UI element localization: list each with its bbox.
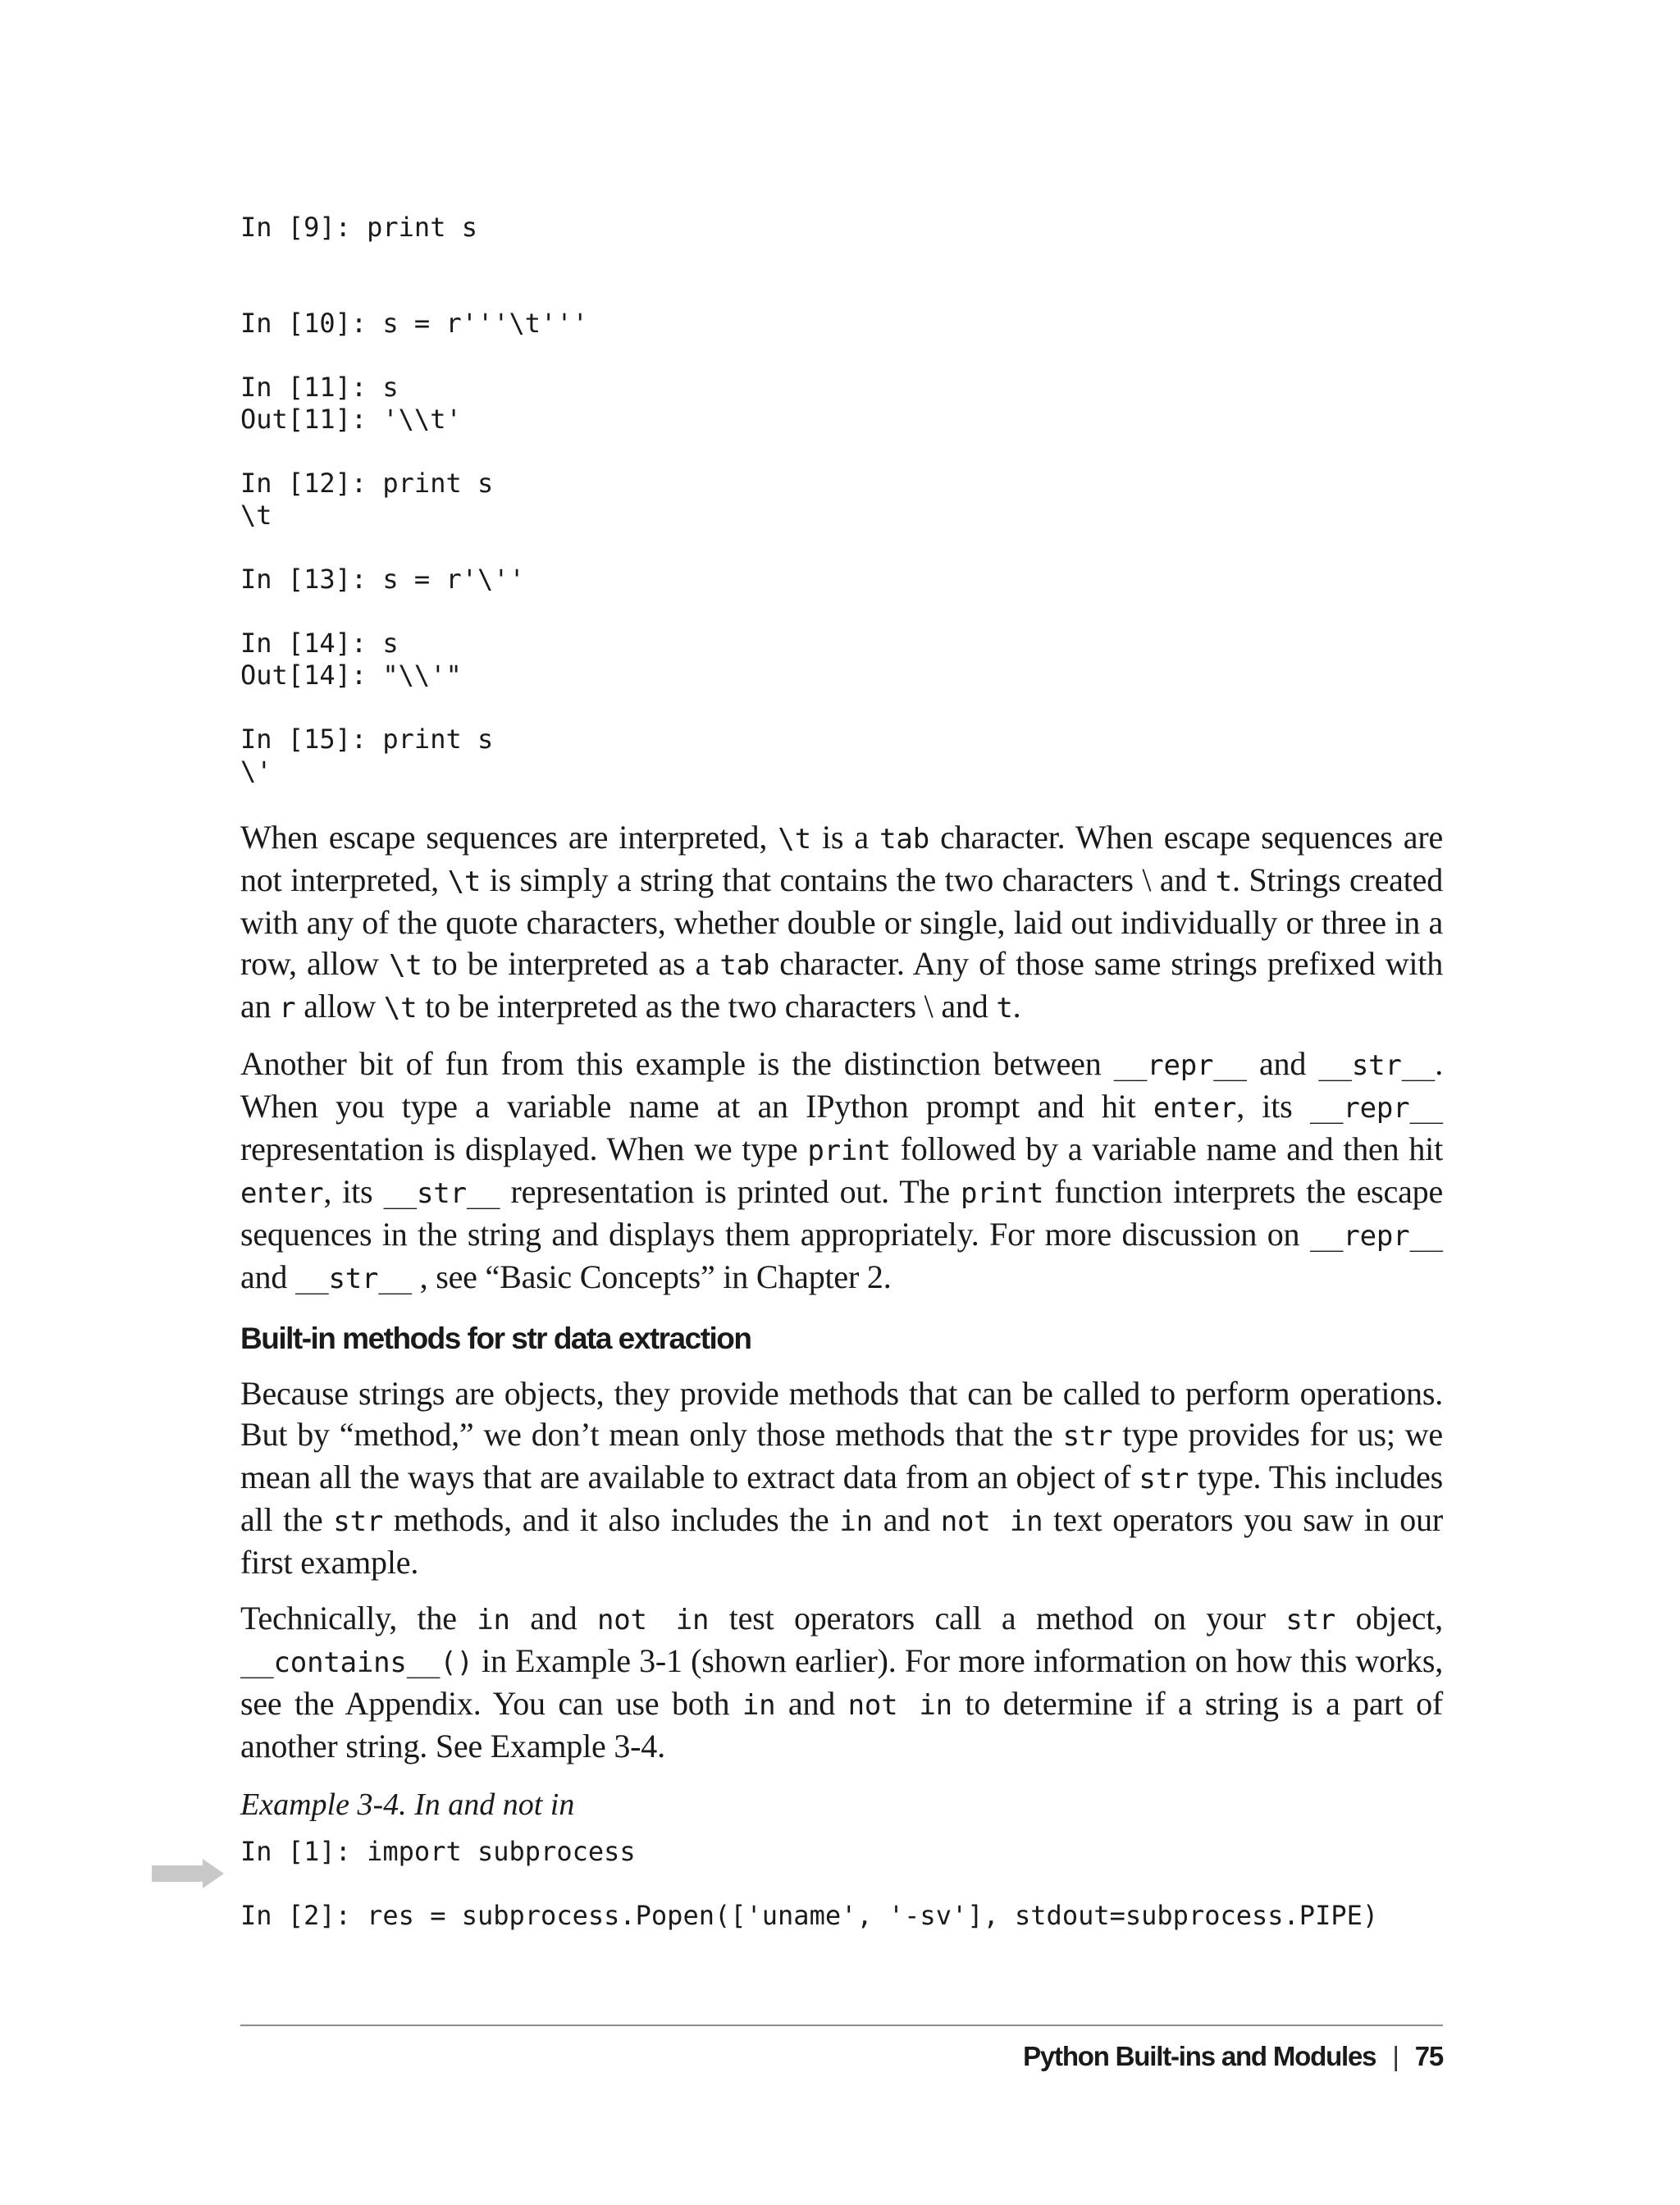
- inline-code: t: [1215, 865, 1232, 898]
- text-run: Because strings are objects, they provide methods that can be called to perform operations. But by “method,” we don’t mean only those methods that the: [240, 1375, 1443, 1453]
- inline-code: t: [996, 992, 1013, 1025]
- code-line: Out[11]: '\\t': [240, 404, 462, 435]
- text-run: and: [1246, 1045, 1319, 1082]
- inline-code: __repr__: [1113, 1049, 1247, 1082]
- text-run: . Strings created with any of the quote characters, whether double or single, laid out individually or three in a row, allow: [240, 861, 1443, 982]
- code-line: In [9]: print s: [240, 212, 477, 243]
- code-line: In [11]: s: [240, 372, 399, 403]
- code-line: In [10]: s = r'''\t''': [240, 308, 588, 339]
- text-run: representation is printed out. The: [500, 1173, 961, 1210]
- text-run: is simply a string that contains the two characters \ and: [481, 861, 1216, 898]
- inline-code: str: [333, 1505, 384, 1538]
- text-run: to be interpreted as a: [422, 945, 720, 982]
- code-line: [240, 596, 1443, 628]
- code-line: In [14]: s: [240, 628, 399, 659]
- text-run: character. Any of those same strings prefixed with an: [240, 945, 1444, 1025]
- text-run: . When you type a variable name at an IPython prompt and hit: [240, 1045, 1443, 1125]
- text-run: test operators call a method on your: [709, 1600, 1286, 1637]
- page-number: 75: [1414, 2041, 1443, 2071]
- inline-code: print: [960, 1177, 1044, 1210]
- inline-code: str: [1062, 1420, 1113, 1453]
- text-run: type provides for us; we mean all the ways that are available to extract data from an object of: [240, 1416, 1443, 1495]
- footer-rule: [240, 2025, 1443, 2026]
- text-run: , its: [323, 1173, 384, 1210]
- inline-code: enter: [240, 1177, 324, 1210]
- text-run: Technically, the: [240, 1600, 477, 1637]
- inline-code: str: [1285, 1604, 1336, 1637]
- inline-code: tab: [879, 823, 929, 856]
- book-page: [240, 0, 1443, 2205]
- text-run: methods, and it also includes the: [383, 1501, 840, 1538]
- code-block-top: [240, 212, 1443, 788]
- text-run: When escape sequences are interpreted,: [240, 819, 778, 856]
- footer-separator: |: [1392, 2041, 1399, 2071]
- body-text: [240, 817, 1443, 1932]
- text-run: , see “Basic Concepts” in Chapter 2.: [411, 1258, 892, 1295]
- running-footer: [1023, 2041, 1443, 2072]
- inline-code: in: [477, 1604, 510, 1637]
- inline-code: \t: [383, 992, 418, 1025]
- code-line: In [15]: print s: [240, 724, 494, 755]
- text-run: and: [872, 1501, 941, 1538]
- text-run: to determine if a string is a part of another string. See Example 3-4.: [240, 1685, 1443, 1764]
- inline-code: __repr__: [1309, 1220, 1443, 1253]
- code-line: [240, 532, 1443, 564]
- paragraph-escape-sequences: [240, 817, 1443, 1029]
- text-run: .: [1012, 988, 1021, 1025]
- paragraph-in-not-in: [240, 1598, 1443, 1767]
- inline-code: enter: [1153, 1092, 1237, 1125]
- inline-code: __contains__(): [240, 1646, 473, 1679]
- section-heading: Built-in methods for str data extraction: [240, 1322, 751, 1355]
- text-run: in Example 3-1 (shown earlier). For more information on how this works, see the Appendix. You can use both: [240, 1642, 1443, 1722]
- paragraph-repr-str: [240, 1043, 1443, 1299]
- code-line: [240, 244, 1443, 276]
- text-run: to be interpreted as the two characters \ and: [417, 988, 997, 1025]
- inline-code: \t: [778, 823, 811, 856]
- inline-code: __str__: [1318, 1049, 1436, 1082]
- code-line: In [12]: print s: [240, 468, 494, 499]
- code-line: Out[14]: "\\'": [240, 660, 462, 691]
- example-caption: Example 3-4. In and not in: [240, 1787, 575, 1822]
- inline-code: \t: [447, 865, 482, 898]
- arrow-shape: [152, 1859, 224, 1888]
- inline-code: not in: [596, 1604, 710, 1637]
- text-run: text operators you saw in our first example.: [240, 1501, 1444, 1581]
- code-line: In [13]: s = r'\'': [240, 564, 525, 595]
- inline-code: __str__: [294, 1262, 412, 1295]
- footer-title: Python Built-ins and Modules: [1023, 2041, 1376, 2071]
- code-line: [240, 436, 1443, 468]
- paragraph-str-methods: [240, 1373, 1443, 1583]
- inline-code: not in: [940, 1505, 1043, 1538]
- arrow-marker-icon: [152, 1857, 226, 1890]
- text-run: allow: [295, 988, 384, 1025]
- inline-code: not in: [847, 1689, 952, 1722]
- text-run: and: [775, 1685, 848, 1722]
- code-line: [240, 692, 1443, 724]
- inline-code: print: [807, 1134, 891, 1167]
- text-run: object,: [1335, 1600, 1443, 1637]
- code-line: \': [240, 756, 272, 787]
- inline-code: __str__: [383, 1177, 500, 1210]
- text-run: is a: [810, 819, 880, 856]
- text-run: Another bit of fun from this example is the distinction between: [240, 1045, 1114, 1082]
- inline-code: in: [839, 1505, 873, 1538]
- code-line: [240, 276, 1443, 308]
- text-run: type. This includes all the: [240, 1459, 1444, 1538]
- inline-code: str: [1139, 1463, 1189, 1495]
- code-line: \t: [240, 500, 272, 531]
- inline-code: \t: [389, 949, 422, 982]
- inline-code: tab: [719, 949, 770, 982]
- code-line: [240, 340, 1443, 372]
- text-run: function interprets the escape sequences in the string and displays them appropriately. For more discussion on: [240, 1173, 1444, 1253]
- text-run: and: [240, 1258, 295, 1295]
- code-listing: [240, 212, 1443, 788]
- inline-code: __repr__: [1309, 1092, 1443, 1125]
- text-run: character. When escape sequences are not interpreted,: [240, 819, 1444, 898]
- text-run: followed by a variable name and then hit: [890, 1130, 1443, 1167]
- example-code-listing: [240, 1836, 1443, 1932]
- code-line: In [1]: import subprocess: [240, 1836, 636, 1867]
- inline-code: in: [742, 1689, 776, 1722]
- code-line: [240, 1868, 1443, 1900]
- inline-code: r: [279, 992, 296, 1025]
- code-line: In [2]: res = subprocess.Popen(['uname', '-sv'], stdout=subprocess.PIPE): [240, 1900, 1379, 1931]
- text-run: and: [509, 1600, 597, 1637]
- text-run: , its: [1236, 1088, 1310, 1125]
- text-run: representation is displayed. When we type: [240, 1130, 808, 1167]
